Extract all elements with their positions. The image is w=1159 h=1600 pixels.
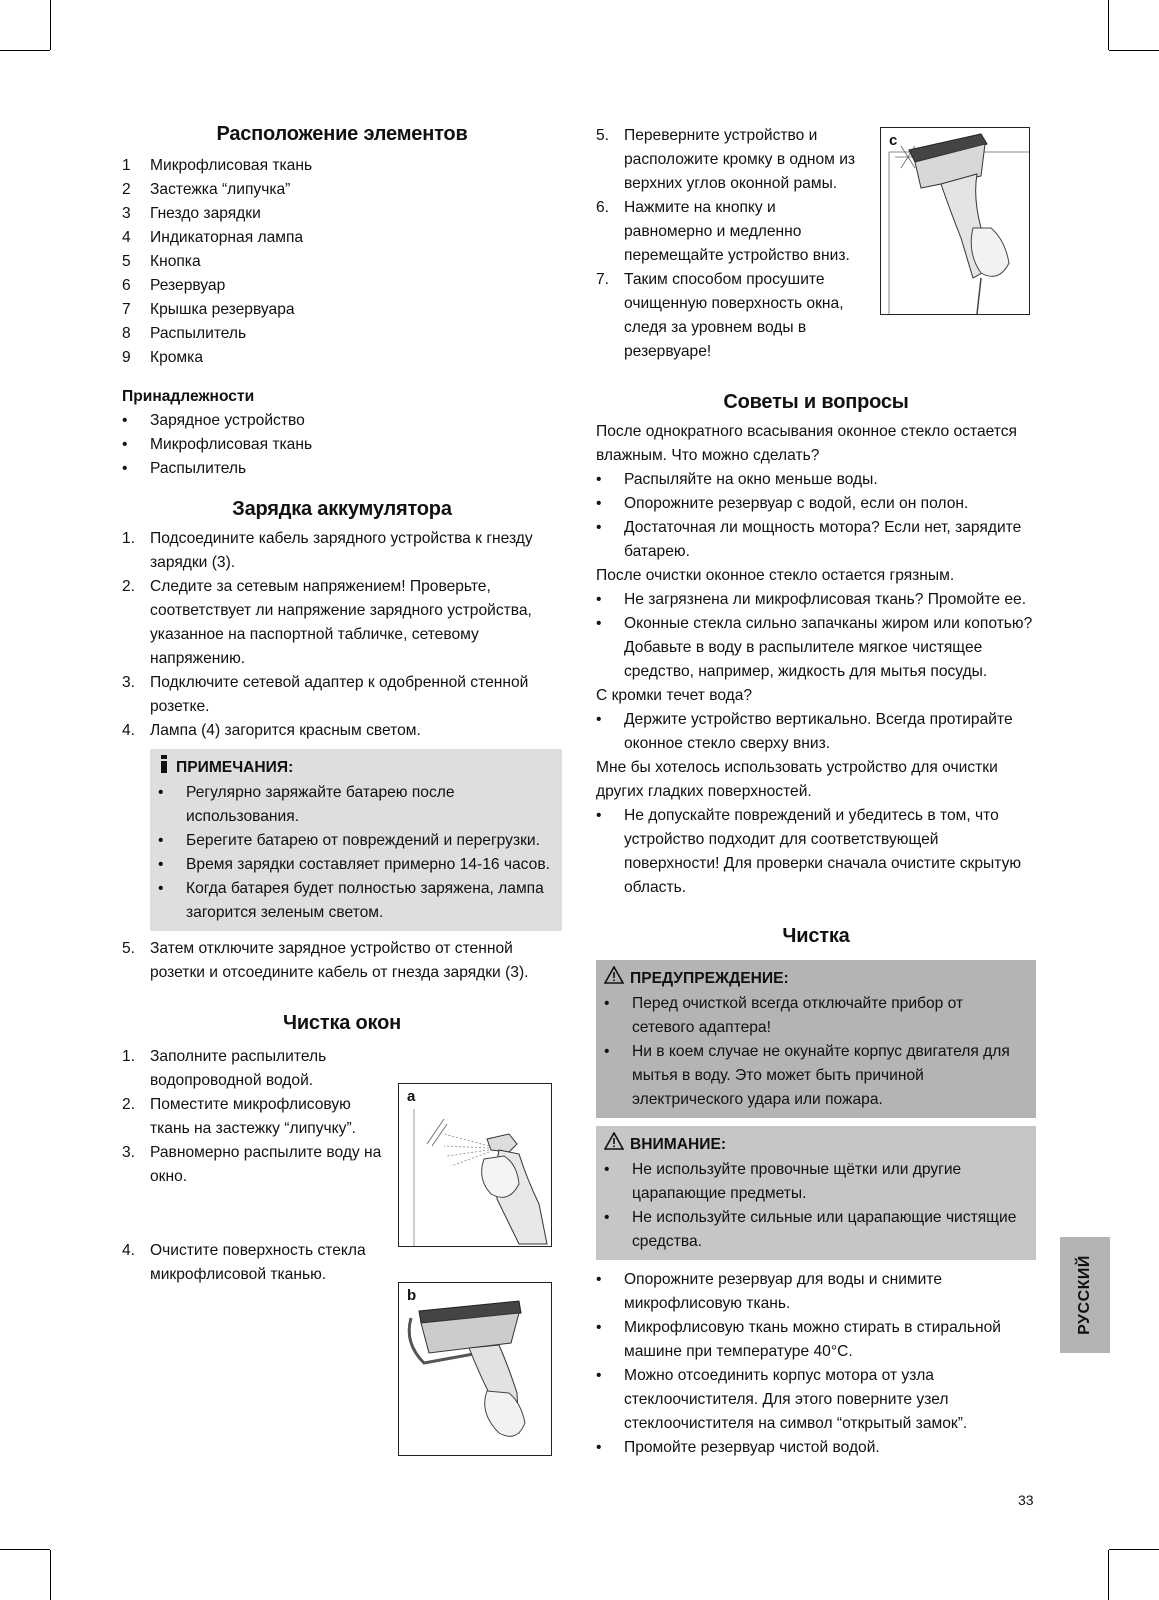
list-item: • Зарядное устройство — [122, 412, 305, 429]
figure-label: c — [889, 132, 898, 149]
list-item: • Можно отсоединить корпус мотора от узла стеклоочистителя. Для этого поверните узел стеклоочистителя на символ “открытый замок”. — [596, 1367, 968, 1432]
list-item: 3. Подключите сетевой адаптер к одобренной стенной розетке. — [122, 674, 529, 715]
tips-answers-4 — [596, 804, 1036, 900]
right-column — [596, 124, 1036, 1460]
figure-b-wipe — [398, 1282, 552, 1456]
warning-title: ПРЕДУПРЕЖДЕНИЕ: — [604, 966, 1026, 992]
list-item: 4 Индикаторная лампа — [122, 229, 304, 246]
list-item: 2 Застежка “липучка” — [122, 181, 291, 198]
notes-list — [158, 781, 552, 925]
charging-heading: Зарядка аккумулятора — [232, 498, 452, 520]
list-item: 2. Поместите микрофлисовую ткань на застежку “липучку”. — [122, 1096, 356, 1137]
crop-mark — [1108, 0, 1109, 50]
list-item: • Не используйте сильные или царапающие чистящие средства. — [604, 1209, 1017, 1250]
list-item: • Микрофлисовая ткань — [122, 436, 313, 453]
tips-answers-2 — [596, 588, 1036, 684]
list-item: • Не загрязнена ли микрофлисовая ткань? Промойте ее. — [596, 591, 1027, 608]
list-item: 1 Микрофлисовая ткань — [122, 157, 313, 174]
tips-question-4: Мне бы хотелось использовать устройство для очистки других гладких поверхностей. — [596, 759, 998, 800]
list-item: • Держите устройство вертикально. Всегда протирайте оконное стекло сверху вниз. — [596, 711, 1013, 752]
figure-label: b — [407, 1287, 417, 1304]
list-item: 3. Равномерно распылите воду на окно. — [122, 1144, 382, 1185]
list-item: 5 Кнопка — [122, 253, 201, 270]
parts-list — [122, 154, 562, 370]
list-item: 9 Кромка — [122, 349, 203, 366]
warning-icon — [604, 966, 624, 992]
notes-title: ПРИМЕЧАНИЯ: — [158, 755, 552, 781]
cleaning-heading: Чистка — [782, 925, 850, 947]
window-step-b — [122, 1239, 390, 1287]
charging-steps — [122, 527, 562, 743]
caution-list — [604, 1158, 1026, 1254]
window-steps-c — [596, 124, 862, 364]
crop-mark — [1109, 1549, 1159, 1550]
list-item: • Перед очисткой всегда отключайте прибор от сетевого адаптера! — [604, 995, 964, 1036]
accessories-heading: Принадлежности — [122, 388, 255, 405]
list-item: • Опорожните резервуар для воды и снимите микрофлисовую ткань. — [596, 1271, 942, 1312]
crop-mark — [1108, 1550, 1109, 1600]
figure-a-spray — [398, 1083, 552, 1247]
accessories-list — [122, 409, 562, 481]
cleaning-list — [596, 1268, 1036, 1460]
list-item: 7 Крышка резервуара — [122, 301, 295, 318]
list-item: 1. Заполните распылитель водопроводной водой. — [122, 1048, 327, 1089]
crop-mark — [1109, 50, 1159, 51]
list-item: • Когда батарея будет полностью заряжена, лампа загорится зеленым светом. — [158, 880, 544, 921]
crop-mark — [0, 1549, 50, 1550]
list-item: 4. Очистите поверхность стекла микрофлисовой тканью. — [122, 1242, 366, 1283]
tips-heading: Советы и вопросы — [723, 391, 909, 413]
list-item: • Оконные стекла сильно запачканы жиром или копотью? Добавьте в воду в распылителе мягкое чистящее средство, например, жидкость для мытья посуды. — [596, 615, 1033, 680]
list-item: 6 Резервуар — [122, 277, 226, 294]
crop-mark — [0, 50, 50, 51]
wipe-illustration — [399, 1283, 551, 1455]
list-item: • Распылитель — [122, 460, 247, 477]
list-item: 1. Подсоедините кабель зарядного устройства к гнезду зарядки (3). — [122, 530, 533, 571]
caution-title: ВНИМАНИЕ: — [604, 1132, 1026, 1158]
tips-answers-3 — [596, 708, 1036, 756]
warning-box — [596, 960, 1036, 1118]
list-item: • Не допускайте повреждений и убедитесь в том, что устройство подходит для соответствующей поверхности! Для проверки сначала очистите скрытую область. — [596, 807, 1022, 896]
list-item: • Ни в коем случае не окунайте корпус двигателя для мытья в воду. Это может быть причиной электрического удара или пожара. — [604, 1043, 1010, 1108]
tips-question-3: С кромки течет вода? — [596, 687, 753, 704]
window-cleaning-heading: Чистка окон — [282, 1012, 401, 1034]
list-item: • Промойте резервуар чистой водой. — [596, 1439, 880, 1456]
list-item: • Распыляйте на окно меньше воды. — [596, 471, 878, 488]
info-icon — [158, 755, 170, 781]
notes-box — [150, 749, 562, 931]
list-item: • Время зарядки составляет примерно 14-16 часов. — [158, 856, 550, 873]
caution-box — [596, 1126, 1036, 1260]
layout-heading: Расположение элементов — [216, 123, 468, 145]
list-item: 7. Таким способом просушите очищенную поверхность окна, следя за уровнем воды в резервуаре! — [596, 271, 844, 360]
list-item: • Не используйте провочные щётки или другие царапающие предметы. — [604, 1161, 962, 1202]
charging-step-5 — [122, 937, 562, 985]
caution-icon — [604, 1132, 624, 1158]
dry-illustration — [881, 128, 1029, 314]
list-item: 2. Следите за сетевым напряжением! Проверьте, соответствует ли напряжение зарядного устройства, указанное на паспортной табличке, сетевому напряжению. — [122, 578, 532, 667]
list-item: 8 Распылитель — [122, 325, 247, 342]
tips-answers-1 — [596, 468, 1036, 564]
language-label: РУССКИЙ — [1076, 1255, 1094, 1335]
tips-question-2: После очистки оконное стекло остается грязным. — [596, 567, 955, 584]
list-item: 3 Гнездо зарядки — [122, 205, 261, 222]
crop-mark — [50, 1550, 51, 1600]
list-item: • Достаточная ли мощность мотора? Если нет, зарядите батарею. — [596, 519, 1022, 560]
tips-question-1: После однократного всасывания оконное стекло остается влажным. Что можно сделать? — [596, 423, 1017, 464]
window-steps-a — [122, 1045, 390, 1189]
crop-mark — [50, 0, 51, 50]
list-item: 5. Затем отключите зарядное устройство от стенной розетки и отсоедините кабель от гнезда зарядки (3). — [122, 940, 529, 981]
figure-c-dry — [880, 127, 1030, 315]
list-item: • Микрофлисовую ткань можно стирать в стиральной машине при температуре 40°С. — [596, 1319, 1001, 1360]
list-item: • Опорожните резервуар с водой, если он полон. — [596, 495, 969, 512]
list-item: 5. Переверните устройство и расположите кромку в одном из верхних углов оконной рамы. — [596, 127, 856, 192]
list-item: 4. Лампа (4) загорится красным светом. — [122, 722, 421, 739]
list-item: • Берегите батарею от повреждений и перегрузки. — [158, 832, 540, 849]
figure-label: a — [407, 1088, 416, 1105]
warning-list — [604, 992, 1026, 1112]
language-tab — [1060, 1237, 1110, 1353]
page-number: 33 — [1018, 1492, 1034, 1508]
spray-bottle-illustration — [399, 1084, 551, 1246]
list-item: 6. Нажмите на кнопку и равномерно и медленно перемещайте устройство вниз. — [596, 199, 850, 264]
list-item: • Регулярно заряжайте батарею после использования. — [158, 784, 455, 825]
